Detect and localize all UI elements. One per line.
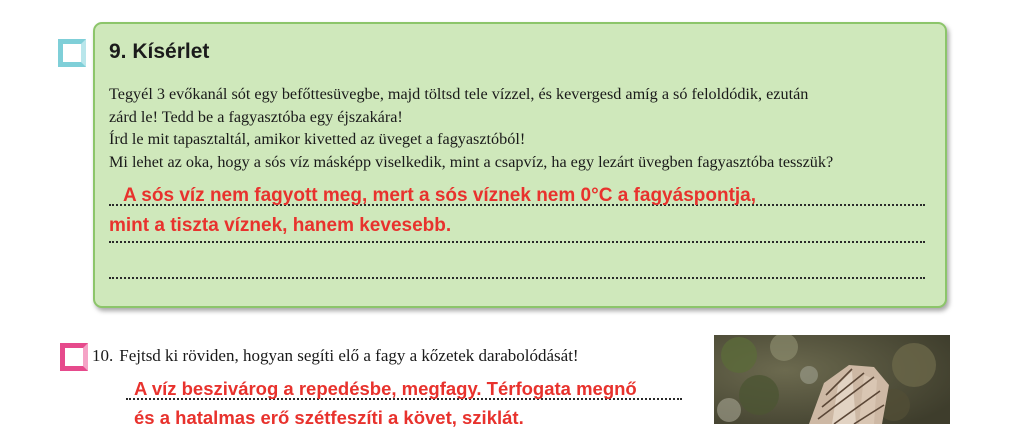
task9-answer-line: A sós víz nem fagyott meg, mert a sós víznek nem 0°C a fagyáspontja, bbox=[123, 185, 757, 206]
instruction-line: Írd le mit tapasztaltál, amikor kivetted az üveget a fagyasztóból! bbox=[109, 130, 526, 148]
instruction-line: Mi lehet az oka, hogy a sós víz másképp viselkedik, mint a csapvíz, ha egy lezárt üvegben fagyasztóba tesszük? bbox=[109, 152, 834, 171]
rock-frost-photo bbox=[714, 335, 950, 424]
task9-instructions bbox=[109, 83, 939, 173]
task10-number: 10. bbox=[92, 346, 114, 365]
task9-answer-line: mint a tiszta víznek, hanem kevesebb. bbox=[109, 215, 452, 236]
experiment-panel bbox=[93, 22, 947, 308]
task10-checkbox-icon bbox=[60, 343, 88, 371]
answer-line[interactable] bbox=[109, 277, 925, 279]
task10-answer-line: és a hatalmas erő szétfeszíti a követ, sziklát. bbox=[134, 407, 524, 428]
instruction-line: zárd le! Tedd be a fagyasztóba egy éjszakára! bbox=[109, 107, 403, 126]
answer-line[interactable] bbox=[109, 241, 925, 243]
task10-question bbox=[92, 346, 579, 366]
instruction-line: Tegyél 3 evőkanál sót egy befőttesüvegbe, majd töltsd tele vízzel, és kevergesd amíg a só feloldódik, ezután bbox=[109, 85, 809, 103]
task10-question-text: Fejtsd ki röviden, hogyan segíti elő a fagy a kőzetek darabolódását! bbox=[119, 346, 579, 365]
task9-checkbox-icon bbox=[58, 39, 86, 67]
task10-answer-line: A víz beszivárog a repedésbe, megfagy. Térfogata megnő bbox=[134, 378, 637, 399]
task9-title: 9. Kísérlet bbox=[109, 40, 210, 63]
